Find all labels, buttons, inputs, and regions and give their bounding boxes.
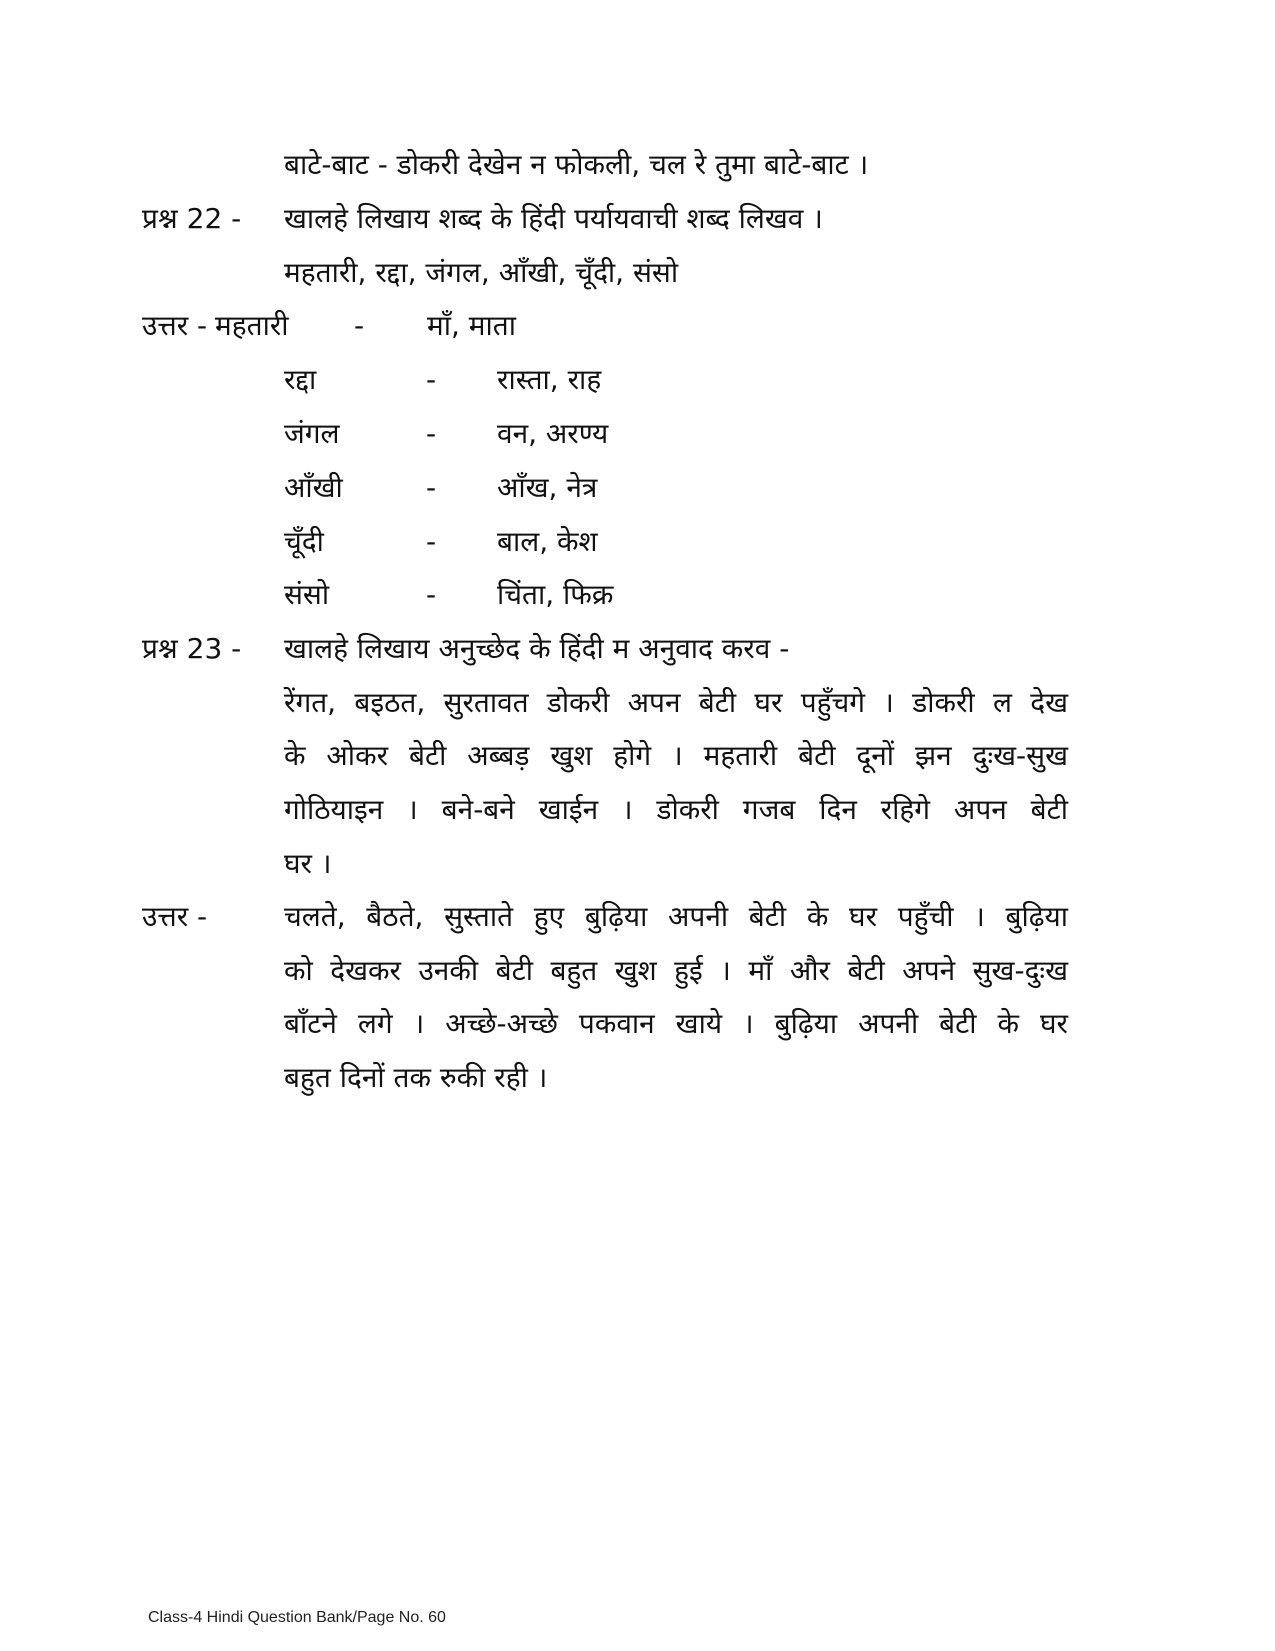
synonym-dash: - [426, 363, 437, 396]
paragraph-line: गोठियाइन । बने-बने खाईन । डोकरी गजब दिन रहिगे अपन बेटी [284, 793, 1068, 826]
synonym-word: संसो [284, 578, 330, 611]
synonym-dash: - [426, 525, 437, 558]
question-22-words: महतारी, रद्दा, जंगल, आँखी, चूँदी, संसो [284, 256, 679, 289]
synonym-word: चूँदी [284, 525, 324, 558]
paragraph-line: रेंगत, बइठत, सुरतावत डोकरी अपन बेटी घर पहुँचगे । डोकरी ल देख [284, 686, 1068, 719]
page-footer: Class-4 Hindi Question Bank/Page No. 60 [148, 1609, 446, 1626]
paragraph-line: के ओकर बेटी अब्बड़ खुश होगे । महतारी बेटी दूनों झन दुःख-सुख [284, 739, 1068, 772]
answer-line: बाँटने लगे । अच्छे-अच्छे पकवान खाये । बुढ़िया अपनी बेटी के घर [284, 1007, 1068, 1040]
question-23-text: खालहे लिखाय अनुच्छेद के हिंदी म अनुवाद करव - [284, 632, 790, 665]
answer-23-label: उत्तर - [142, 900, 208, 933]
answer-line: चलते, बैठते, सुस्ताते हुए बुढ़िया अपनी बेटी के घर पहुँची । बुढ़िया [284, 900, 1068, 933]
synonym-meaning: वन, अरण्य [497, 417, 609, 450]
synonym-meaning: आँख, नेत्र [497, 471, 598, 504]
answer-line: बहुत दिनों तक रुकी रही । [284, 1061, 548, 1094]
synonym-dash: - [426, 417, 437, 450]
question-22-text: खालहे लिखाय शब्द के हिंदी पर्यायवाची शब्द लिखव । [284, 202, 823, 235]
synonym-dash: - [426, 471, 437, 504]
question-22-label: प्रश्न 22 - [142, 202, 242, 235]
synonym-word: रद्दा [284, 363, 317, 396]
answer-line: को देखकर उनकी बेटी बहुत खुश हुई । माँ और बेटी अपने सुख-दुःख [284, 954, 1068, 987]
synonym-meaning: बाल, केश [497, 525, 598, 558]
synonym-meaning: माँ, माता [427, 309, 517, 342]
intro-line: बाटे-बाट - डोकरी देखेन न फोकली, चल रे तुमा बाटे-बाट । [284, 148, 869, 181]
synonym-meaning: रास्ता, राह [497, 363, 602, 396]
synonym-word: जंगल [284, 417, 340, 450]
synonym-dash: - [354, 309, 365, 342]
paragraph-line: घर । [284, 847, 332, 880]
question-23-label: प्रश्न 23 - [142, 632, 242, 665]
synonym-word: आँखी [284, 471, 343, 504]
synonym-meaning: चिंता, फिक्र [497, 578, 614, 611]
answer-22-label: उत्तर - [142, 309, 208, 342]
synonym-dash: - [426, 578, 437, 611]
synonym-word: महतारी [215, 309, 289, 342]
